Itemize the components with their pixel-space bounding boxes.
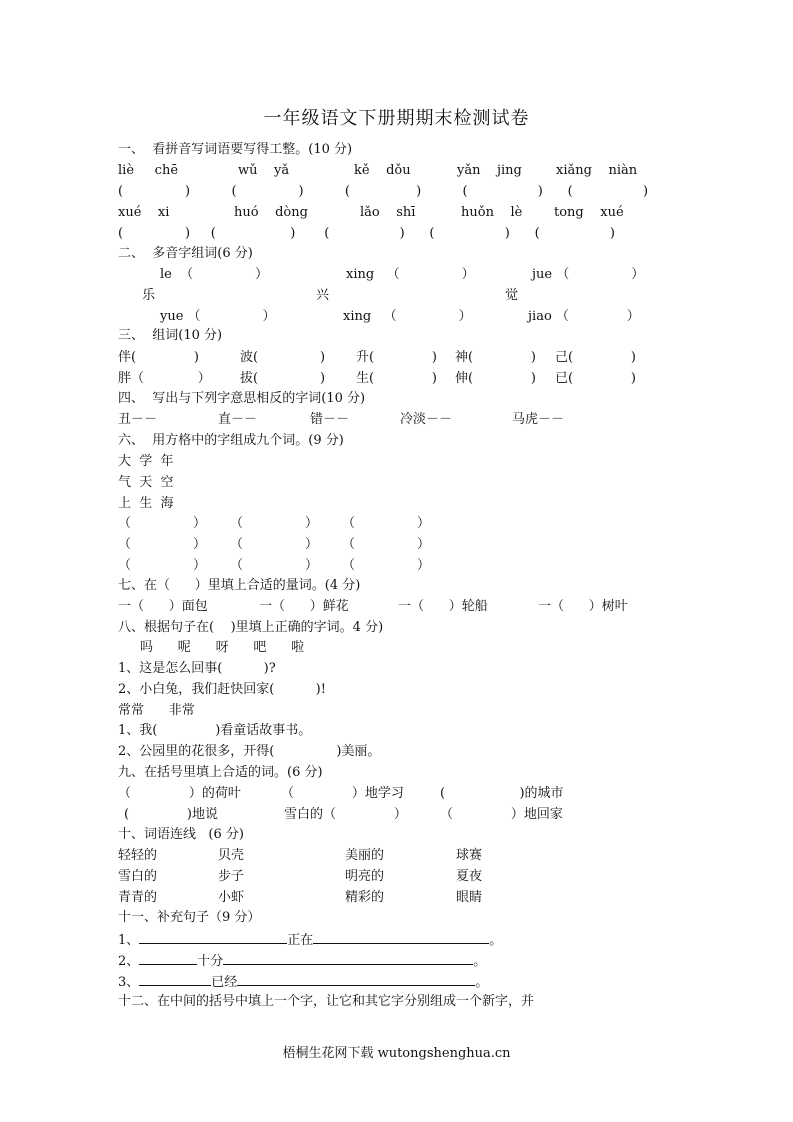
section-12-heading: 十二、在中间的括号中填上一个字，让它和其它字分别组成一个新字，并 <box>118 994 535 1009</box>
word-item[interactable]: 胖（ ） <box>118 371 211 386</box>
word-choices: 常常 非常 <box>118 703 195 718</box>
word-item[interactable]: 拔( ) <box>240 371 326 386</box>
question[interactable]: 1、我( )看童话故事书。 <box>118 723 312 738</box>
fill-item[interactable]: ( )地说 <box>124 807 218 822</box>
match-word[interactable]: 精彩的 <box>345 890 385 905</box>
pinyin-item: kě dǒu <box>354 163 411 178</box>
sentence-blank[interactable] <box>223 952 473 965</box>
section-8-heading: 八、根据句子在( )里填上正确的字词。4 分) <box>118 620 384 635</box>
answer-blank[interactable]: （ ） <box>230 558 318 573</box>
pinyin-item: huó dòng <box>234 205 308 220</box>
antonym-item[interactable]: 丑－－ <box>118 412 158 427</box>
answer-blank[interactable]: （ ） <box>118 558 206 573</box>
fill-item[interactable]: （ ）地学习 <box>281 786 404 801</box>
answer-blank[interactable]: （ ） <box>118 537 206 552</box>
sentence-blank[interactable] <box>139 973 211 986</box>
match-word[interactable]: 步子 <box>218 869 245 884</box>
sentence-blank[interactable] <box>237 973 475 986</box>
word-item[interactable]: 神( ) <box>455 350 536 365</box>
char-grid-row: 上 生 海 <box>118 496 174 511</box>
measure-word-item[interactable]: 一（ ）轮船 <box>398 599 488 614</box>
word-item[interactable]: 升( ) <box>356 350 437 365</box>
match-word[interactable]: 眼睛 <box>456 890 483 905</box>
pinyin-item: xué xi <box>118 205 170 220</box>
sentence-blank[interactable] <box>313 931 489 944</box>
sentence-line[interactable] <box>118 973 488 991</box>
polyphone-item[interactable]: xing （ ） <box>343 309 472 324</box>
fill-item[interactable]: （ ）地回家 <box>440 807 563 822</box>
polyphone-item[interactable]: le （ ） <box>160 267 269 282</box>
pinyin-item: xiǎng niàn <box>556 163 638 178</box>
polyphone-char: 兴 <box>316 288 330 303</box>
question[interactable]: 2、小白兔，我们赶快回家( )! <box>118 682 326 697</box>
answer-blanks[interactable]: ( ) ( ) ( ) ( ) ( ) <box>118 226 616 241</box>
section-10-heading: 十、词语连线 (6 分) <box>118 827 244 842</box>
sentence-blank[interactable] <box>139 931 287 944</box>
measure-word-item[interactable]: 一（ ）面包 <box>118 599 208 614</box>
sentence-blank[interactable] <box>139 952 197 965</box>
word-item[interactable]: 伴( ) <box>118 350 199 365</box>
sentence-end: 。 <box>475 975 489 990</box>
answer-blanks[interactable]: ( ) ( ) ( ) ( ) ( ) <box>118 184 649 199</box>
answer-blank[interactable]: （ ） <box>342 516 430 531</box>
fill-item[interactable]: 雪白的（ ） <box>284 807 407 822</box>
word-item[interactable]: 波( ) <box>240 350 326 365</box>
sentence-end: 。 <box>473 954 487 969</box>
pinyin-item: huǒn lè <box>461 205 523 220</box>
polyphone-item[interactable]: yue （ ） <box>160 309 276 324</box>
word-item[interactable]: 生( ) <box>356 371 437 386</box>
sentence-line[interactable] <box>118 931 502 949</box>
pinyin-item: liè chē <box>118 163 179 178</box>
match-word[interactable]: 贝壳 <box>218 848 245 863</box>
sentence-number: 3、 <box>118 975 140 990</box>
match-word[interactable]: 雪白的 <box>118 869 158 884</box>
polyphone-item[interactable]: xing （ ） <box>346 267 475 282</box>
match-word[interactable]: 青青的 <box>118 890 158 905</box>
polyphone-char: 乐 <box>142 288 156 303</box>
fill-item[interactable]: ( )的城市 <box>440 786 564 801</box>
match-word[interactable]: 球赛 <box>456 848 483 863</box>
section-6-heading: 六、 用方格中的字组成九个词。(9 分) <box>118 433 344 448</box>
sentence-number: 2、 <box>118 954 140 969</box>
antonym-item[interactable]: 错－－ <box>310 412 350 427</box>
antonym-item[interactable]: 直－－ <box>218 412 258 427</box>
match-word[interactable]: 美丽的 <box>345 848 385 863</box>
match-word[interactable]: 小虾 <box>218 890 245 905</box>
pinyin-item: wǔ yǎ <box>238 163 290 178</box>
sentence-end: 。 <box>489 933 503 948</box>
sentence-word: 已经 <box>211 975 238 990</box>
match-word[interactable]: 轻轻的 <box>118 848 158 863</box>
polyphone-char: 觉 <box>505 288 519 303</box>
section-3-heading: 三、 组词(10 分) <box>118 328 223 343</box>
sentence-line[interactable] <box>118 952 486 970</box>
fill-item[interactable]: （ ）的荷叶 <box>118 786 241 801</box>
pinyin-item: yǎn jing <box>457 163 522 178</box>
char-grid-row: 气 天 空 <box>118 475 174 490</box>
section-9-heading: 九、在括号里填上合适的词。(6 分) <box>118 765 323 780</box>
section-1-heading: 一、 看拼音写词语要写得工整。(10 分) <box>118 142 353 157</box>
section-4-heading: 四、 写出与下列字意思相反的字词(10 分) <box>118 391 366 406</box>
answer-blank[interactable]: （ ） <box>342 558 430 573</box>
measure-word-item[interactable]: 一（ ）树叶 <box>538 599 628 614</box>
char-grid-row: 大 学 年 <box>118 454 174 469</box>
answer-blank[interactable]: （ ） <box>230 537 318 552</box>
answer-blank[interactable]: （ ） <box>118 516 206 531</box>
answer-blank[interactable]: （ ） <box>230 516 318 531</box>
section-2-heading: 二、 多音字组词(6 分) <box>118 246 253 261</box>
sentence-number: 1、 <box>118 933 140 948</box>
pinyin-item: tong xué <box>554 205 624 220</box>
question[interactable]: 1、这是怎么回事( )? <box>118 661 276 676</box>
word-item[interactable]: 己( ) <box>555 350 636 365</box>
word-item[interactable]: 伸( ) <box>455 371 536 386</box>
sentence-word: 正在 <box>287 933 314 948</box>
answer-blank[interactable]: （ ） <box>342 537 430 552</box>
page-title: 一年级语文下册期期末检测试卷 <box>263 108 530 129</box>
section-7-heading: 七、在（ ）里填上合适的量词。(4 分) <box>118 578 361 593</box>
question[interactable]: 2、公园里的花很多，开得( )美丽。 <box>118 744 381 759</box>
polyphone-item[interactable]: jiao （ ） <box>528 309 640 324</box>
sentence-word: 十分 <box>197 954 224 969</box>
antonym-item[interactable]: 冷淡－－ <box>400 412 453 427</box>
measure-word-item[interactable]: 一（ ）鲜花 <box>259 599 349 614</box>
match-word[interactable]: 明亮的 <box>345 869 385 884</box>
antonym-item[interactable]: 马虎－－ <box>512 412 565 427</box>
word-choices: 吗 呢 呀 吧 啦 <box>140 640 305 655</box>
section-11-heading: 十一、补充句子（9 分） <box>118 910 261 925</box>
page-footer: 梧桐生花网下载 wutongshenghua.cn <box>282 1046 511 1061</box>
match-word[interactable]: 夏夜 <box>456 869 483 884</box>
pinyin-item: lǎo shī <box>360 205 416 220</box>
polyphone-item[interactable]: jue （ ） <box>532 267 645 282</box>
word-item[interactable]: 已( ) <box>555 371 636 386</box>
